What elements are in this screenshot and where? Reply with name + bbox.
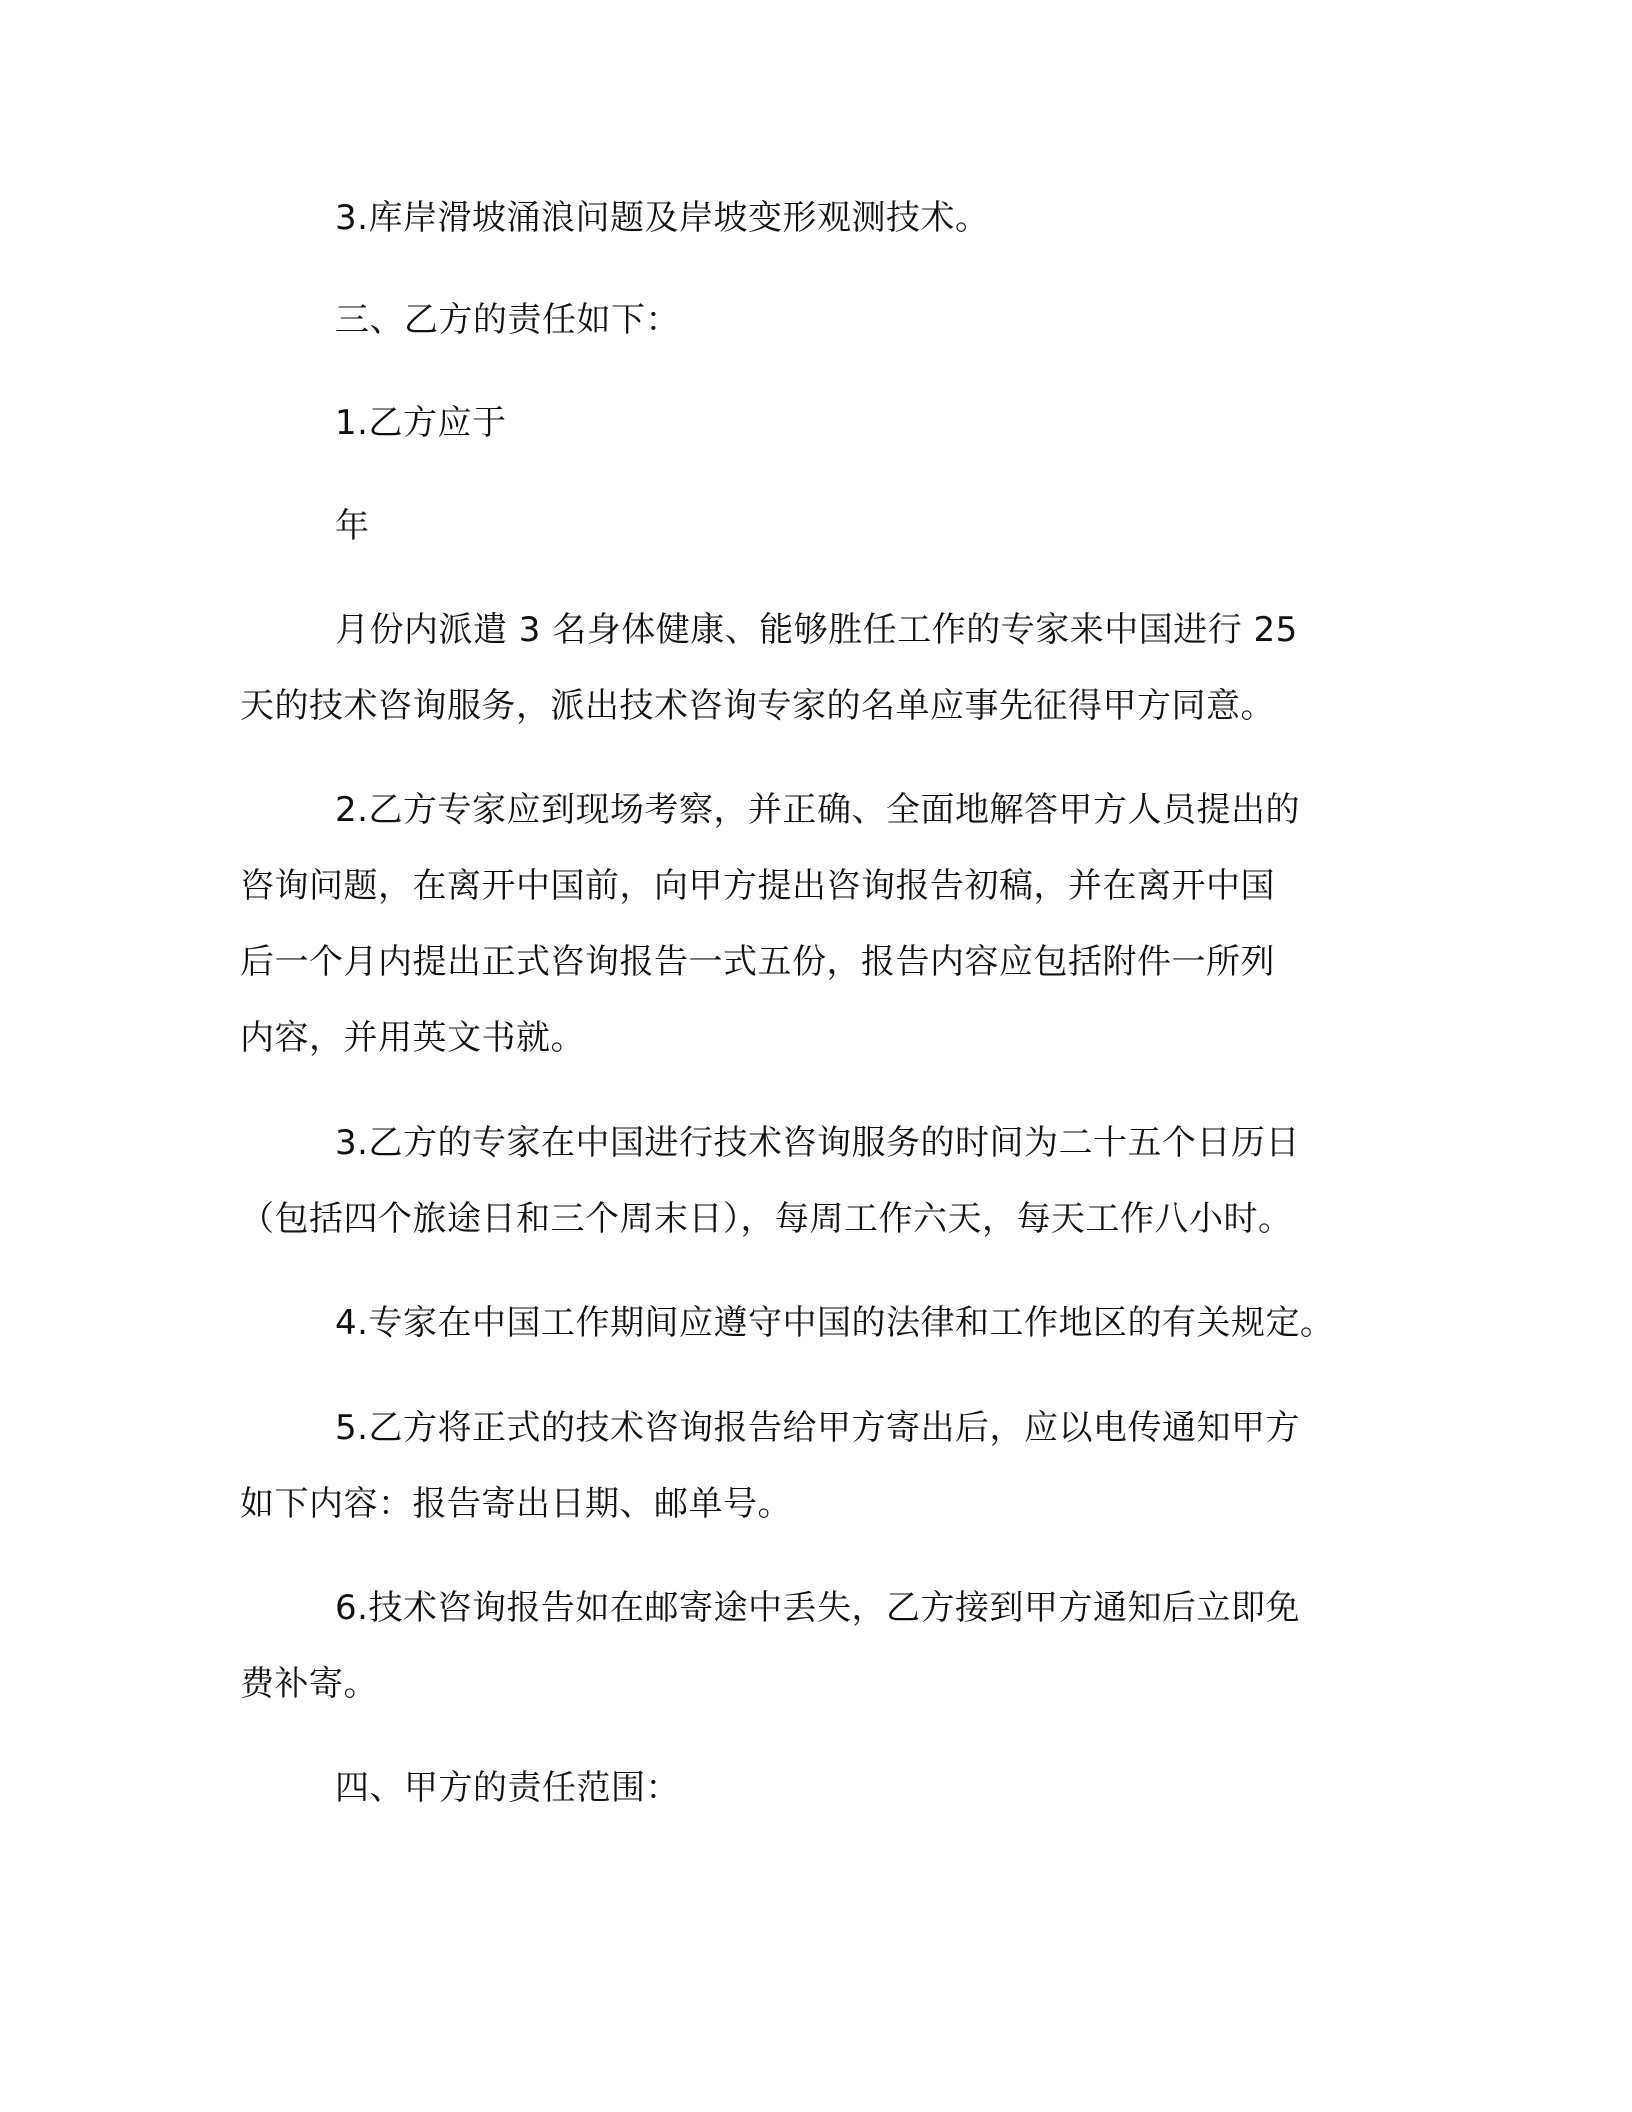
text-line: 年: [335, 506, 370, 546]
text-line: 费补寄。: [240, 1664, 378, 1704]
text-line: 四、甲方的责任范围：: [335, 1768, 680, 1808]
text-line: （包括四个旅途日和三个周末日），每周工作六天，每天工作八小时。: [240, 1199, 1293, 1239]
text-line: 咨询问题，在离开中国前，向甲方提出咨询报告初稿，并在离开中国: [240, 866, 1275, 906]
text-line: 天的技术咨询服务，派出技术咨询专家的名单应事先征得甲方同意。: [240, 686, 1275, 726]
text-line: 6.技术咨询报告如在邮寄途中丢失，乙方接到甲方通知后立即免: [335, 1588, 1300, 1628]
text-line: 如下内容：报告寄出日期、邮单号。: [240, 1484, 792, 1524]
text-line: 2.乙方专家应到现场考察，并正确、全面地解答甲方人员提出的: [335, 790, 1300, 830]
paragraph-b-1-start: [240, 385, 1390, 461]
paragraph-year: [240, 488, 1390, 564]
text-line: 月份内派遣 3 名身体健康、能够胜任工作的专家来中国进行 25: [335, 610, 1298, 650]
paragraph-b-4: [240, 1285, 1390, 1361]
text-line: 3.库岸滑坡涌浪问题及岸坡变形观测技术。: [335, 198, 990, 238]
text-line: 后一个月内提出正式咨询报告一式五份，报告内容应包括附件一所列: [240, 942, 1275, 982]
paragraph-slope-surge: [240, 180, 1390, 256]
section-heading-party-a: [240, 1750, 1390, 1826]
paragraph-b-2: [240, 772, 1390, 1076]
text-line: 三、乙方的责任如下：: [335, 300, 680, 340]
text-line: 5.乙方将正式的技术咨询报告给甲方寄出后，应以电传通知甲方: [335, 1408, 1300, 1448]
section-heading-party-b: [240, 282, 1390, 358]
paragraph-b-5: [240, 1390, 1390, 1542]
paragraph-b-1-body: [240, 592, 1390, 744]
text-line: 3.乙方的专家在中国进行技术咨询服务的时间为二十五个日历日: [335, 1123, 1300, 1163]
paragraph-b-6: [240, 1570, 1390, 1722]
paragraph-b-3: [240, 1105, 1390, 1257]
text-line: 4.专家在中国工作期间应遵守中国的法律和工作地区的有关规定。: [335, 1303, 1335, 1343]
text-line: 内容，并用英文书就。: [240, 1018, 585, 1058]
text-line: 1.乙方应于: [335, 403, 507, 443]
